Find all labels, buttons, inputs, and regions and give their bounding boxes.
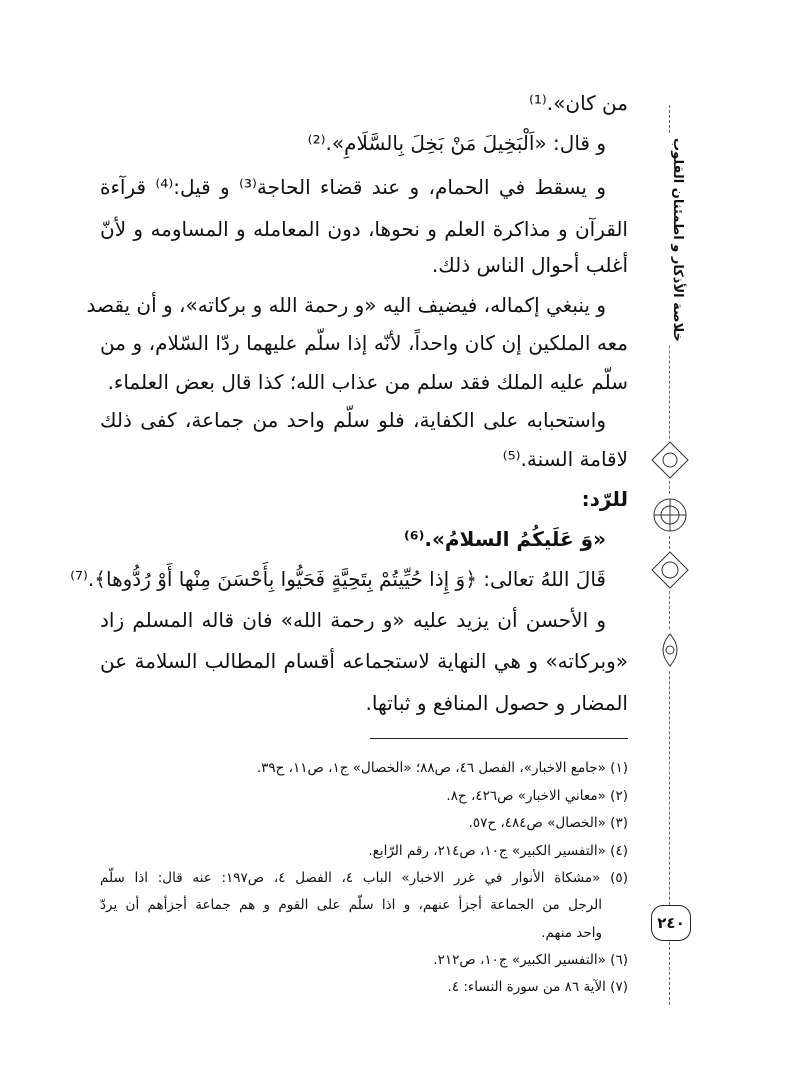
footnote: واحد منهم. <box>541 925 602 941</box>
page-number: ٢٤٠ <box>651 905 691 941</box>
body-line: و الأحسن أن يزيد عليه «و رحمة الله» فان قاله المسلم زاد <box>100 608 606 632</box>
footnote: (١) «جامع الاخبار»، الفصل ٤٦، ص٨٨؛ «الخصال» ج١، ص١١، ح٣٩. <box>256 760 628 776</box>
body-line: «وَ عَلَيكُمُ السلامُ».⁽⁶⁾ <box>404 527 606 551</box>
body-line: لاقامة السنة.⁽⁵⁾ <box>502 447 628 471</box>
body-line: المضار و حصول المنافع و ثباتها. <box>365 691 628 715</box>
footnote: (٣) «الخصال» ص٤٨٤، ح٥٧. <box>468 815 628 831</box>
footnote-divider <box>370 738 628 739</box>
body-line: و ينبغي إكماله، فيضيف اليه «و رحمة الله و بركاته»، و أن يقصد <box>86 293 606 317</box>
body-line: معه الملكين إن كان واحداً، لأنّه إذا سلّم عليهما ردّا السّلام، و من <box>100 331 628 355</box>
body-line: سلّم عليه الملك فقد سلم من عذاب الله؛ كذا قال بعض العلماء. <box>107 370 628 394</box>
ornament-icon <box>650 630 690 670</box>
body-line: أغلب أحوال الناس ذلك. <box>431 253 628 277</box>
footnote: الرجل من الجماعة أجزأ عنهم، و اذا سلّم على القوم و هم جماعة أجزأهم أن يردّ <box>100 897 602 913</box>
side-margin <box>645 95 695 1015</box>
section-heading: للرّد: <box>581 487 628 511</box>
ornament-icon <box>650 495 690 535</box>
running-title: خلاصة الأذكار و اطمئنان القلوب <box>655 135 685 345</box>
ornament-icon <box>650 550 690 590</box>
footnote: (٤) «التفسير الكبير» ج١٠، ص٢١٤، رقم الرّابع. <box>368 843 628 859</box>
body-line: من كان».⁽¹⁾ <box>528 91 628 115</box>
body-line: «وبركاته» و هي النهاية لاستجماعه أقسام المطالب السلامة عن <box>100 649 628 673</box>
ornament-icon <box>650 440 690 480</box>
footnote: (٧) الآية ٨٦ من سورة النساء: ٤. <box>447 979 628 995</box>
body-line: القرآن و مذاكرة العلم و نحوها، دون المعامله و المساومه و لأنّ <box>100 217 628 241</box>
footnote: (٢) «معاني الاخبار» ص٤٢٦، ح٨. <box>446 788 628 804</box>
body-line: واستحبابه على الكفاية، فلو سلّم واحد من جماعة، كفى ذلك <box>100 408 606 432</box>
body-line: و يسقط في الحمام، و عند قضاء الحاجة⁽³⁾ و قيل:⁽⁴⁾ قرآءة <box>100 175 606 199</box>
footnote: (٦) «التفسير الكبير» ج١٠، ص٢١٢. <box>433 952 628 968</box>
body-line: و قال: «اَلْبَخِيلَ مَنْ بَخِلَ بِالسَّلَامِ».⁽²⁾ <box>307 131 606 155</box>
footnote: (٥) «مشكاة الأنوار في غرر الاخبار» الباب ٤، الفصل ٤، ص١٩٧: عنه قال: اذا سلّم <box>100 870 628 886</box>
body-line: قَالَ اللهُ تعالى: ﴿وَ إِذا حُيِّيتُمْ بِتَحِيَّةٍ فَحَيُّوا بِأَحْسَنَ مِنْها أَوْ رُدُّوها﴾.⁽⁷⁾ <box>70 567 606 591</box>
